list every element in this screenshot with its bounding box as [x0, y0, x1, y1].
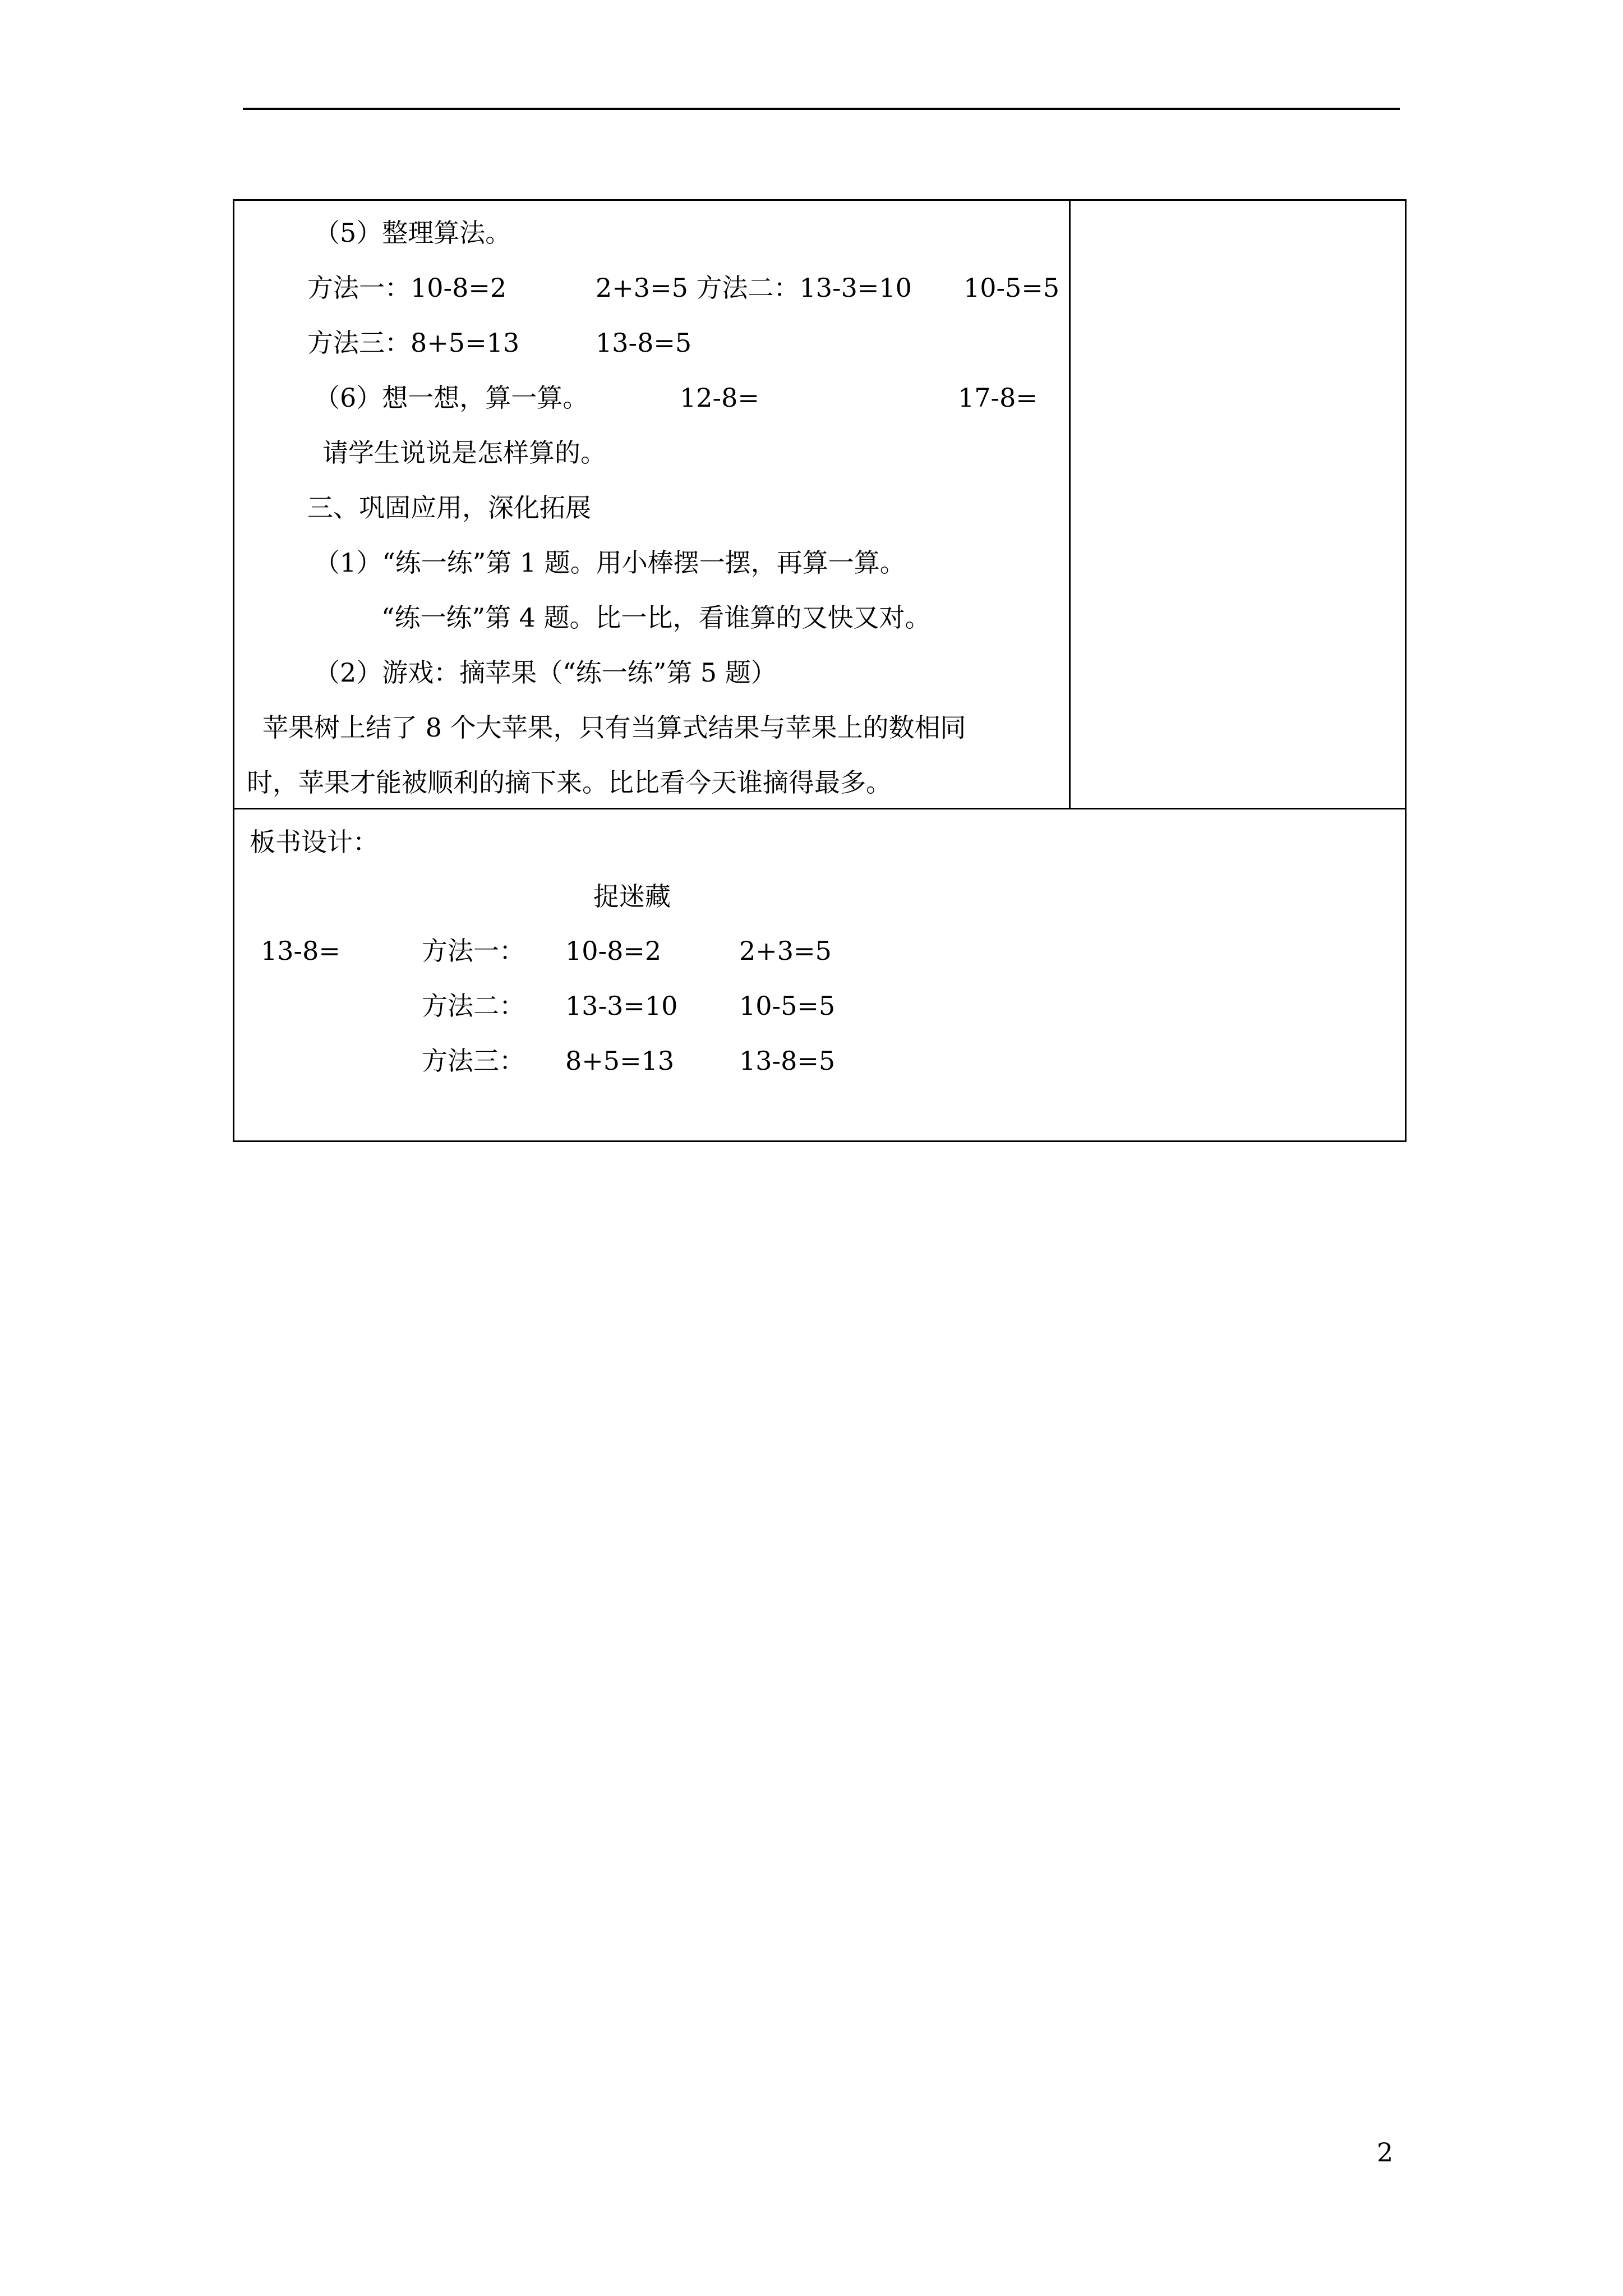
apple-tree-line-2: 时，苹果才能被顺利的摘下来。比比看今天谁摘得最多。 — [247, 767, 892, 798]
board-method-three-step1: 8+5=13 — [565, 1046, 675, 1076]
exercise-17-8: 17-8= — [958, 383, 1038, 413]
board-method-one-step1: 10-8=2 — [565, 936, 662, 966]
notes-cell — [1069, 199, 1407, 809]
board-method-one-name: 方法一： — [422, 936, 525, 966]
header-rule — [243, 108, 1400, 110]
section-organize-methods: （5）整理算法。 — [314, 218, 511, 248]
board-title: 捉迷藏 — [593, 881, 671, 912]
game-pick-apples: （2）游戏：摘苹果（“练一练”第 5 题） — [314, 657, 777, 688]
board-method-one-step2: 2+3=5 — [739, 936, 832, 966]
practice-item-4: “练一练”第 4 题。比一比，看谁算的又快又对。 — [381, 602, 931, 633]
section-three-heading: 三、巩固应用，深化拓展 — [307, 493, 591, 523]
board-method-two-name: 方法二： — [422, 991, 525, 1021]
apple-tree-line-1: 苹果树上结了 8 个大苹果，只有当算式结果与苹果上的数相同 — [262, 712, 966, 743]
method-one-line: 方法一：10-8=2 — [307, 273, 507, 303]
section-think-calc: （6）想一想，算一算。 — [314, 383, 589, 413]
board-method-three-step2: 13-8=5 — [739, 1046, 836, 1076]
board-design-cell — [233, 808, 1407, 1142]
page-number: 2 — [1377, 2137, 1394, 2168]
exercise-12-8: 12-8= — [680, 383, 759, 413]
method-three-line: 方法三：8+5=13 — [307, 328, 520, 358]
board-method-two-step1: 13-3=10 — [565, 991, 678, 1021]
student-explain-line: 请学生说说是怎样算的。 — [322, 438, 606, 468]
method-two-step2: 10-5=5 — [963, 273, 1060, 303]
method-one-two-line: 2+3=5 方法二：13-3=10 — [596, 273, 912, 303]
board-method-three-name: 方法三： — [422, 1046, 525, 1076]
practice-item-1: （1）“练一练”第 1 题。用小棒摆一摆，再算一算。 — [314, 547, 906, 578]
board-expression: 13-8= — [261, 936, 340, 966]
board-method-two-step2: 10-5=5 — [739, 991, 836, 1021]
method-three-step2: 13-8=5 — [596, 328, 692, 358]
board-design-label: 板书设计： — [250, 827, 379, 857]
